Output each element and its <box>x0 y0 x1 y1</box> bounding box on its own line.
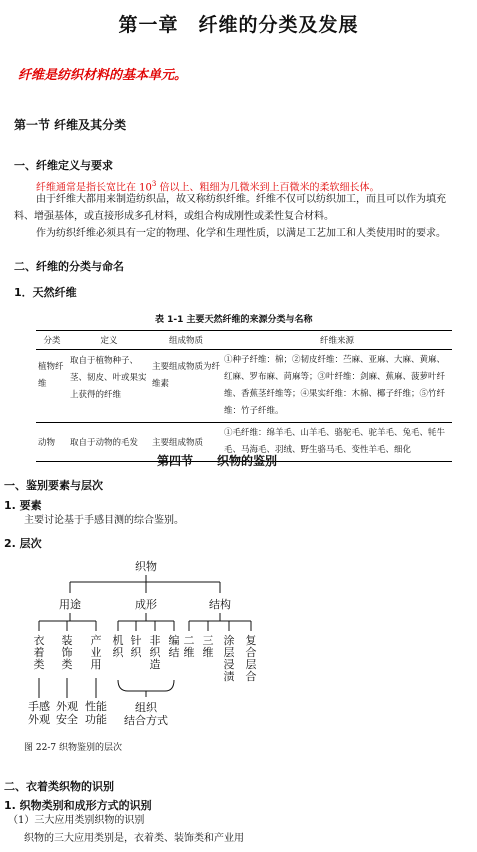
section4-title: 第四节 织物的鉴别 <box>157 454 278 468</box>
sub1-title: 一、纤维定义与要求 <box>14 159 113 172</box>
s4-sub2-item1: 1. 织物类别和成形方式的识别 <box>4 799 152 812</box>
cell-src: ①毛纤维：绵羊毛、山羊毛、骆驼毛、驼羊毛、兔毛、牦牛毛、马海毛、羽绒、野生骆马毛、变性羊毛、细化 <box>222 423 452 462</box>
cell-src: ①种子纤维：棉；②韧皮纤维：苎麻、亚麻、大麻、黄麻、红麻、罗布麻、苘麻等；③叶纤维：剑麻、蕉麻、菠萝叶纤维、香蕉茎纤维等；④果实纤维：木棉、椰子纤维；⑤竹纤维：竹子纤维。 <box>222 350 452 423</box>
cell-def: 取自于植物种子、茎、韧皮、叶或果实上获得的纤维 <box>68 350 150 423</box>
chapter-title: 第一章 纤维的分类及发展 <box>118 14 359 36</box>
cell-cat: 动物 <box>36 423 68 462</box>
figure-caption: 图 22-7 织物鉴别的层次 <box>24 743 122 753</box>
tree-leaf: 三维 <box>202 634 214 659</box>
s4-item1-text: 主要讨论基于手感目测的综合鉴别。 <box>24 515 184 526</box>
header-src: 纤维来源 <box>222 331 452 350</box>
identification-tree <box>0 555 477 735</box>
tree-chengxing: 成形 <box>135 598 157 611</box>
para1-line2: 料、增强基体，或直接形成多孔材料，或组合构成刚性或柔性复合材料。 <box>14 211 334 222</box>
tree-root: 织物 <box>135 560 157 573</box>
tree-jiegou: 结构 <box>209 598 231 611</box>
sub2-title: 二、纤维的分类与命名 <box>14 260 124 273</box>
definition-red: 纤维通常是指长宽比在 $10^3$ 倍以上、粗细为几微米到上百微米的柔软细长体。 <box>36 180 380 194</box>
s4-sub2-title: 二、衣着类织物的识别 <box>4 780 114 793</box>
s4-item2: 2. 层次 <box>4 537 42 550</box>
header-cat: 分类 <box>36 331 68 350</box>
table-row <box>36 350 452 423</box>
table-caption: 表 1-1 主要天然纤维的来源分类与名称 <box>155 315 313 325</box>
s4-sub1-title: 一、鉴别要素与层次 <box>4 479 103 492</box>
tree-leaf: 机织 <box>112 634 124 659</box>
s4-item1: 1. 要素 <box>4 499 42 512</box>
header-comp: 组成物质 <box>150 331 222 350</box>
cell-comp: 主要组成物质为纤维素 <box>150 350 222 423</box>
item-natural-fiber: 1．天然纤维 <box>14 286 77 299</box>
tree-leaf: 二维 <box>183 634 195 659</box>
cell-def: 取自于动物的毛发 <box>68 423 150 462</box>
cell-comp: 主要组成物质 <box>150 423 222 462</box>
tree-leaf: 复合层合 <box>245 634 257 683</box>
header-def: 定义 <box>68 331 150 350</box>
tree-leaf: 产业用 <box>90 634 102 671</box>
tree-leaf: 涂层浸渍 <box>223 634 235 683</box>
red-slogan: 纤维是纺织材料的基本单元。 <box>18 68 188 83</box>
cell-cat: 植物纤维 <box>36 350 68 423</box>
bottom-label: 组织 <box>135 701 157 714</box>
s4-sub2-item1-1: （1）三大应用类别织物的识别 <box>8 815 145 826</box>
bottom-label: 功能 <box>85 713 107 726</box>
tree-leaf: 装饰类 <box>61 634 73 671</box>
bottom-label: 性能 <box>85 700 107 713</box>
tree-leaf: 针织 <box>130 634 142 659</box>
para2: 作为纺织纤维必须具有一定的物理、化学和生理性质，以满足工艺加工和人类使用时的要求。 <box>36 228 446 239</box>
bottom-label: 结合方式 <box>124 714 168 727</box>
tree-leaf: 非织造 <box>149 634 161 671</box>
tree-leaf: 衣着类 <box>33 634 45 671</box>
cut-line: 织物的三大应用类别是，衣着类、装饰类和产业用 <box>24 833 244 844</box>
fiber-table <box>36 330 452 462</box>
bottom-label: 安全 <box>56 713 78 726</box>
bottom-label: 手感 <box>28 700 50 713</box>
para1-line1: 由于纤维大都用来制造纺织品，故又称纺织纤维。纤维不仅可以纺织加工，而且可以作为填充 <box>36 194 446 205</box>
tree-leaf: 编结 <box>168 634 180 659</box>
bottom-label: 外观 <box>56 700 78 713</box>
tree-yongtu: 用途 <box>59 598 81 611</box>
section1-title: 第一节 纤维及其分类 <box>14 118 127 132</box>
bottom-label: 外观 <box>28 713 50 726</box>
